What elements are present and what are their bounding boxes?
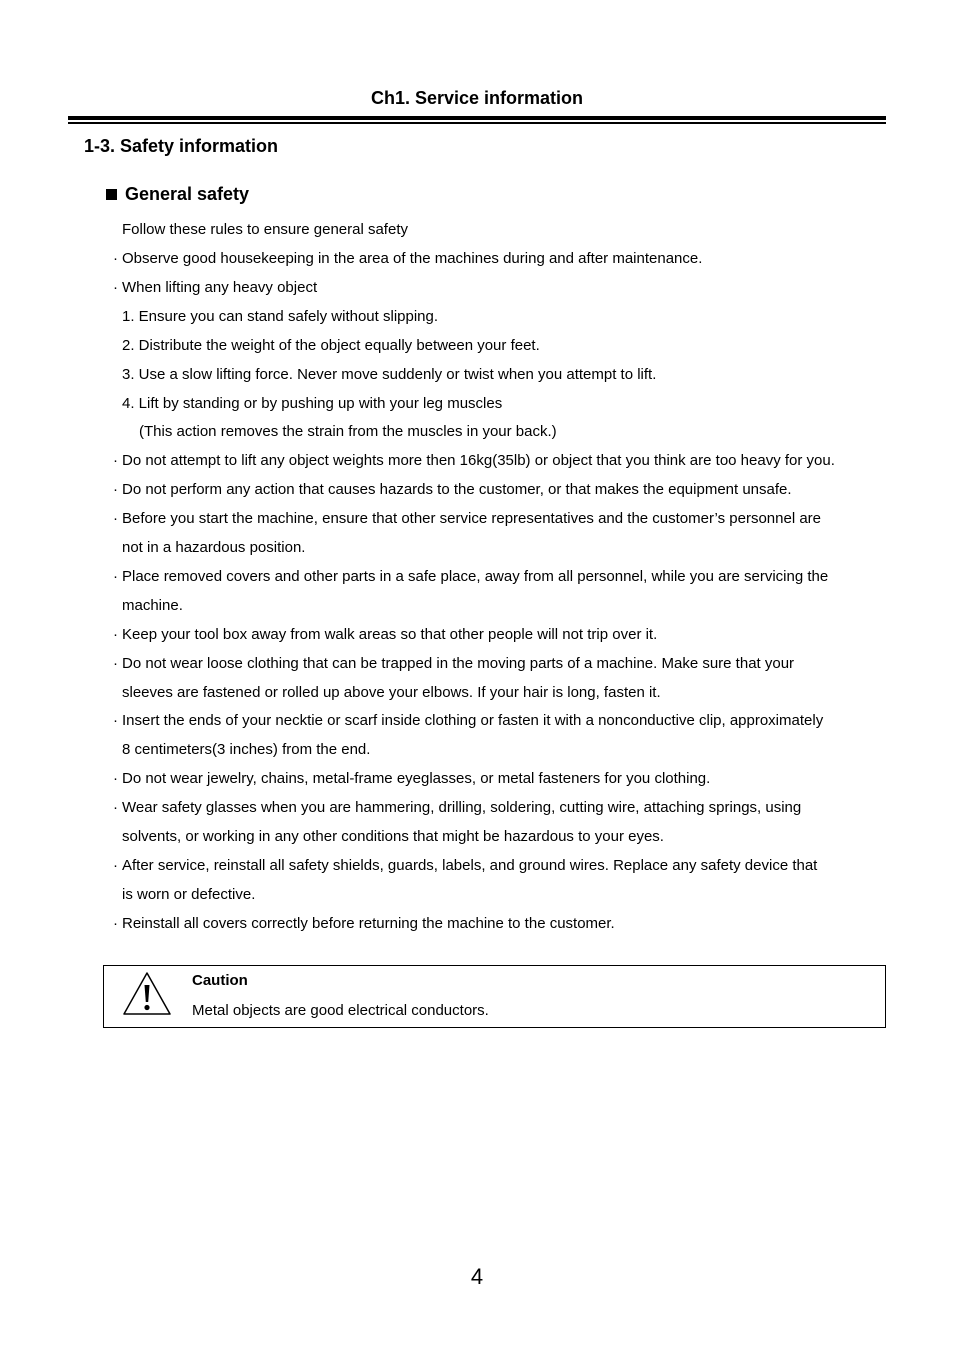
bullet-dot-icon: · xyxy=(113,481,118,499)
list-item xyxy=(113,481,792,499)
bullet-dot-icon: · xyxy=(113,625,118,643)
list-item-text: sleeves are fastened or rolled up above your elbows. If your hair is long, fasten it. xyxy=(122,683,661,701)
list-item-text: Do not perform any action that causes hazards to the customer, or that makes the equipment unsafe. xyxy=(122,481,792,499)
list-item xyxy=(122,395,502,413)
caution-text: Metal objects are good electrical conductors. xyxy=(192,1002,489,1019)
list-item-text: Do not attempt to lift any object weights more then 16kg(35lb) or object that you think are too heavy for you. xyxy=(122,452,835,470)
list-item-text: Observe good housekeeping in the area of the machines during and after maintenance. xyxy=(122,250,703,267)
list-item-text: solvents, or working in any other conditions that might be hazardous to your eyes. xyxy=(122,828,664,845)
bullet-dot-icon: · xyxy=(113,510,118,528)
header-rule xyxy=(68,116,886,120)
section-title: 1-3. Safety information xyxy=(84,136,279,156)
caution-title: Caution xyxy=(192,972,248,989)
bullet-dot-icon: · xyxy=(113,856,118,874)
list-item xyxy=(122,308,438,326)
list-item-text: 4. Lift by standing or by pushing up with your leg muscles xyxy=(122,394,503,412)
square-bullet-icon xyxy=(106,189,117,200)
list-item-text: (This action removes the strain from the muscles in your back.) xyxy=(139,423,557,441)
list-item xyxy=(113,452,835,470)
list-item-text: 1. Ensure you can stand safely without slipping. xyxy=(122,307,439,325)
intro-text: Follow these rules to ensure general safety xyxy=(122,221,408,238)
list-item-text: is worn or defective. xyxy=(122,885,256,903)
list-item-text: Keep your tool box away from walk areas so that other people will not trip over it. xyxy=(122,625,658,643)
list-item xyxy=(113,626,657,644)
warning-triangle-icon xyxy=(121,971,173,1017)
list-item-text: Insert the ends of your necktie or scarf inside clothing or fasten it with a nonconductive clip, approximately xyxy=(122,712,824,730)
bullet-dot-icon: · xyxy=(113,654,118,672)
list-item xyxy=(122,597,183,615)
list-item xyxy=(113,279,317,297)
list-item xyxy=(113,568,828,586)
list-item xyxy=(122,828,664,846)
list-item xyxy=(122,886,255,904)
list-item-text: 8 centimeters(3 inches) from the end. xyxy=(122,741,371,759)
subsection-heading xyxy=(106,184,249,205)
bullet-dot-icon: · xyxy=(113,712,118,730)
list-item-text: Wear safety glasses when you are hammering, drilling, soldering, cutting wire, attaching springs, using xyxy=(122,799,802,817)
chapter-title: Ch1. Service information xyxy=(370,88,584,108)
page-number: 4 xyxy=(470,1264,484,1289)
list-item xyxy=(122,337,540,355)
list-item xyxy=(139,423,557,441)
list-item xyxy=(122,741,370,759)
list-item-text: After service, reinstall all safety shields, guards, labels, and ground wires. Replace any safety device that xyxy=(122,856,818,874)
subsection-title: General safety xyxy=(125,184,250,204)
list-item xyxy=(122,684,661,702)
bullet-dot-icon: · xyxy=(113,278,118,296)
list-item-text: not in a hazardous position. xyxy=(122,539,306,556)
list-item xyxy=(113,250,702,268)
list-item xyxy=(113,857,817,875)
bullet-dot-icon: · xyxy=(113,250,118,267)
list-item xyxy=(113,770,710,788)
list-item xyxy=(113,712,823,730)
list-item-text: Reinstall all covers correctly before returning the machine to the customer. xyxy=(122,914,615,932)
bullet-dot-icon: · xyxy=(113,452,118,470)
list-item-text: When lifting any heavy object xyxy=(122,278,318,296)
list-item-text: Before you start the machine, ensure that other service representatives and the customer’s personnel are xyxy=(122,510,821,528)
header-rule-thin xyxy=(68,122,886,124)
list-item-text: 2. Distribute the weight of the object equally between your feet. xyxy=(122,336,540,354)
caution-box xyxy=(103,965,886,1028)
bullet-dot-icon: · xyxy=(113,914,118,932)
list-item-text: Do not wear loose clothing that can be trapped in the moving parts of a machine. Make sure that your xyxy=(122,654,795,672)
list-item-text: machine. xyxy=(122,596,183,614)
list-item xyxy=(122,366,656,384)
list-item-text: Place removed covers and other parts in a safe place, away from all personnel, while you are servicing the xyxy=(122,567,829,585)
list-item xyxy=(113,915,615,933)
list-item xyxy=(113,510,821,528)
list-item-text: 3. Use a slow lifting force. Never move suddenly or twist when you attempt to lift. xyxy=(122,365,657,383)
list-item xyxy=(122,539,305,557)
list-item-text: Do not wear jewelry, chains, metal-frame eyeglasses, or metal fasteners for you clothing. xyxy=(122,770,711,788)
bullet-dot-icon: · xyxy=(113,799,118,817)
list-item xyxy=(113,799,801,817)
bullet-dot-icon: · xyxy=(113,770,118,788)
bullet-dot-icon: · xyxy=(113,567,118,585)
list-item xyxy=(113,655,794,673)
